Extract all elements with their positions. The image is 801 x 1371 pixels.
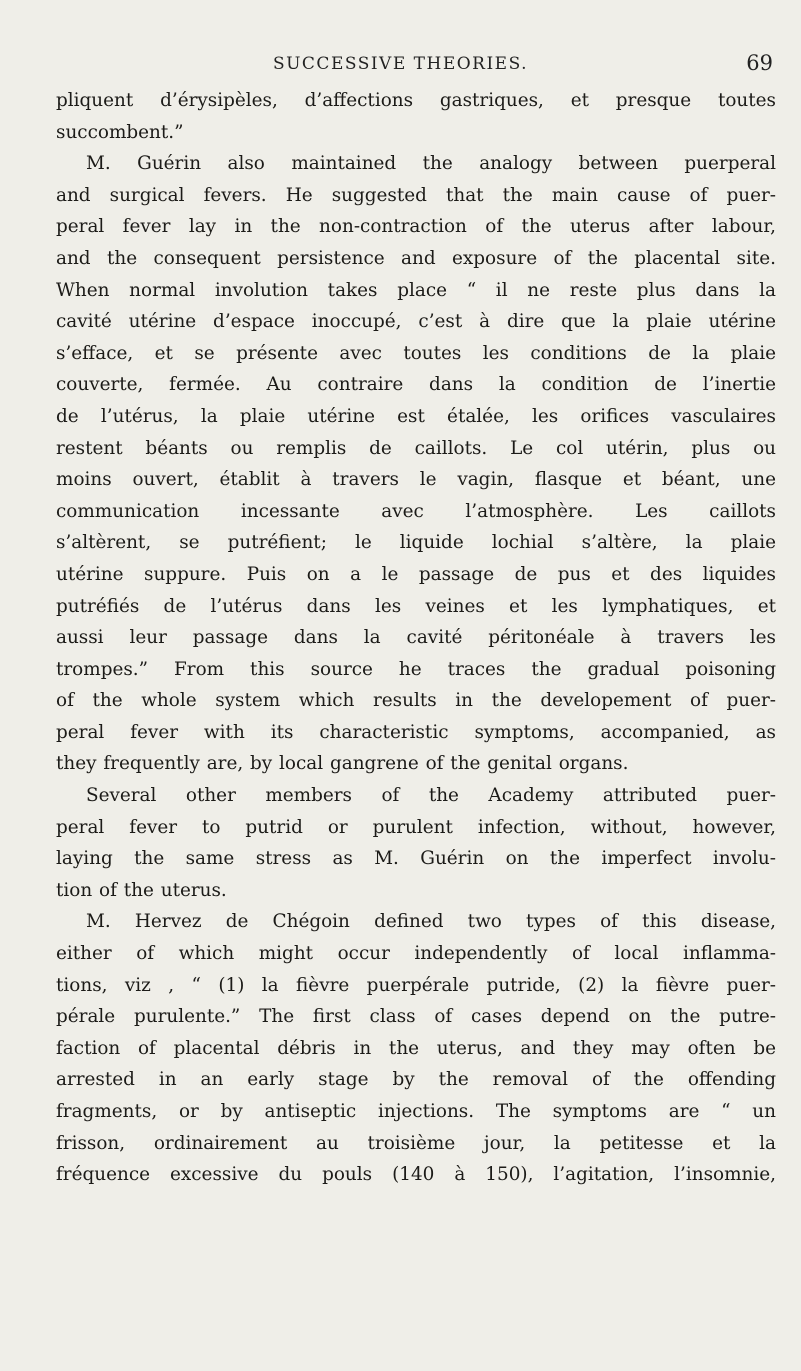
text-line: M. Hervez de Chégoin defined two types of this disease,: [86, 911, 776, 933]
text-line: laying the same stress as M. Guérin on the imperfect involu-: [56, 848, 776, 870]
text-line: frisson, ordinairement au troisième jour, la petitesse et la: [56, 1132, 776, 1154]
text-line: peral fever with its characteristic symptoms, accompanied, as: [56, 721, 776, 743]
text-line: utérine suppure. Puis on a le passage de pus et des liquides: [56, 563, 776, 585]
text-line: fragments, or by antiseptic injections. The symptoms are “ un: [56, 1101, 776, 1122]
text-line: peral fever lay in the non-contraction of the uterus after labour,: [56, 216, 776, 238]
text-line: When normal involution takes place “ il ne reste plus dans la: [56, 279, 776, 301]
text-line: s’altèrent, se putréfient; le liquide lochial s’altère, la plaie: [56, 532, 776, 554]
text-line: de l’utérus, la plaie utérine est étalée, les orifices vasculaires: [56, 405, 776, 427]
text-line: either of which might occur independently of local inflamma-: [56, 943, 776, 965]
text-line: tion of the uterus.: [56, 879, 227, 901]
text-line: communication incessante avec l’atmosphère. Les caillots: [56, 500, 776, 522]
body-text: [56, 85, 776, 1191]
text-line: restent béants ou remplis de caillots. Le col utérin, plus ou: [56, 437, 776, 459]
running-header: SUCCESSIVE THEORIES.: [272, 54, 529, 74]
text-line: of the whole system which results in the developement of puer-: [56, 690, 776, 712]
text-line: pliquent d’érysipèles, d’affections gastriques, et presque toutes: [56, 90, 776, 111]
text-line: M. Guérin also maintained the analogy between puerperal: [86, 153, 776, 175]
text-line: moins ouvert, établit à travers le vagin, flasque et béant, une: [56, 469, 776, 491]
page-number: 69: [746, 51, 773, 75]
text-line: faction of placental débris in the uterus, and they may often be: [56, 1037, 776, 1059]
text-line: tions, viz , “ (1) la fièvre puerpérale putride, (2) la fièvre puer-: [56, 974, 776, 996]
text-line: arrested in an early stage by the removal of the offending: [56, 1069, 776, 1091]
text-line: fréquence excessive du pouls (140 à 150), l’agitation, l’insomnie,: [56, 1164, 776, 1186]
text-line: peral fever to putrid or purulent infection, without, however,: [56, 816, 776, 838]
text-line: and the consequent persistence and exposure of the placental site.: [56, 247, 776, 269]
text-line: succombent.”: [56, 121, 184, 143]
text-line: aussi leur passage dans la cavité péritonéale à travers les: [56, 627, 776, 649]
text-line: they frequently are, by local gangrene of the genital organs.: [56, 753, 629, 775]
text-line: couverte, fermée. Au contraire dans la condition de l’inertie: [56, 374, 776, 396]
text-line: trompes.” From this source he traces the gradual poisoning: [56, 658, 776, 680]
text-line: Several other members of the Academy attributed puer-: [86, 785, 776, 807]
text-line: pérale purulente.” The first class of cases depend on the putre-: [56, 1006, 776, 1028]
text-line: s’efface, et se présente avec toutes les conditions de la plaie: [56, 342, 776, 364]
text-line: putréfiés de l’utérus dans les veines et les lymphatiques, et: [56, 595, 776, 617]
text-line: and surgical fevers. He suggested that the main cause of puer-: [56, 184, 776, 206]
text-line: cavité utérine d’espace inoccupé, c’est à dire que la plaie utérine: [56, 311, 776, 333]
